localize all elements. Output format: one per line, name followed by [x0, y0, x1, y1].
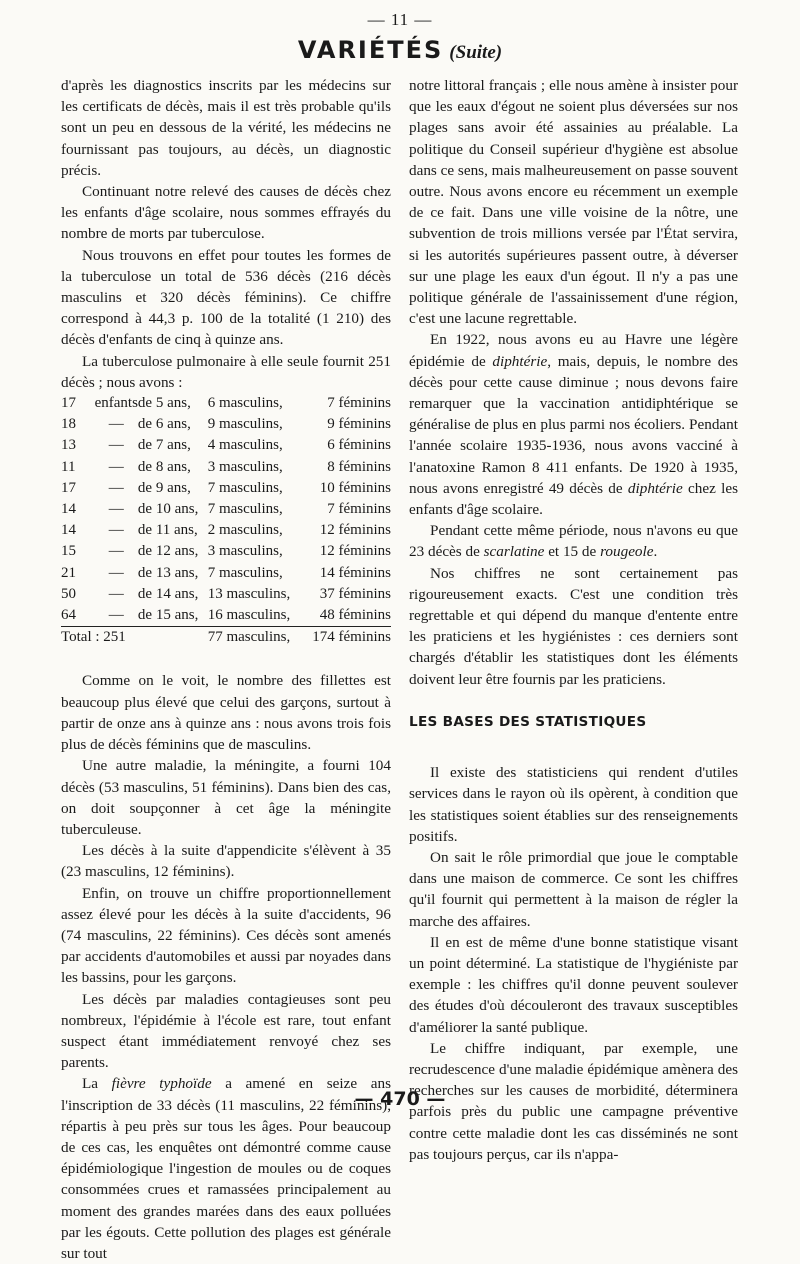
row-masculins: 6 masculins,	[207, 395, 283, 412]
row-feminins: 14 féminins	[319, 564, 391, 581]
paragraph: Nos chiffres ne sont certainement pas rigoureusement exacts. C'est une condition très regrettable et qui dépend du manque d'entente entre les praticiens et les hygiénistes : ces derniers sont chargés d'établir les statistiques dont les éléments doivent leur être fournis par les praticiens.	[409, 564, 738, 688]
row-age: de 13 ans,	[137, 564, 199, 581]
paragraph: On sait le rôle primordial que joue le comptable dans une maison de commerce. Ce sont les chiffres qu'il fournit qui permettent à la maison de régler la marche des affaires.	[409, 848, 738, 930]
section-heading: LES BASES DES STATISTIQUES	[409, 713, 647, 730]
row-age: de 11 ans,	[137, 522, 198, 539]
row-count: 17	[61, 395, 76, 412]
paragraph: Pendant cette même période, nous n'avons eu que 23 décès de scarlatine et 15 de rougeole.	[409, 522, 738, 561]
row-ditto: —	[108, 564, 124, 581]
page-number: — 470 —	[354, 1088, 446, 1110]
paragraph: Il existe des statisticiens qui rendent d'utiles services dans le rayon où ils opèrent, à condition que les statistiques soient établies sur des renseignements positifs.	[409, 764, 738, 845]
table-row	[61, 520, 391, 541]
italic-term: diphtérie	[492, 352, 548, 370]
table-row	[61, 541, 391, 562]
row-count: 64	[61, 605, 95, 627]
paragraph: La tuberculose pulmonaire à elle seule fournit 251 décès ; nous avons :	[61, 352, 391, 391]
row-ditto: —	[95, 605, 138, 627]
row-feminins: 7 féminins	[327, 395, 391, 412]
row-ditto: —	[108, 458, 124, 475]
row-count: 11	[61, 458, 76, 475]
paragraph: Les décès par maladies contagieuses sont peu nombreux, l'épidémie à l'école est rare, tout enfant suspect étant immédiatement renvoyé chez ses parents.	[61, 990, 391, 1072]
row-ditto: —	[108, 543, 124, 560]
row-ditto: —	[108, 522, 124, 539]
row-age: de 10 ans,	[137, 501, 199, 518]
table-row	[61, 393, 391, 414]
total-feminins: 174 féminins	[312, 629, 391, 646]
row-count: 15	[61, 543, 76, 560]
row-feminins: 37 féminins	[319, 585, 391, 602]
row-masculins: 3 masculins,	[207, 543, 283, 560]
row-masculins: 2 masculins,	[207, 522, 283, 539]
page-title: VARIÉTÉS	[297, 36, 444, 64]
row-feminins: 9 féminins	[327, 416, 391, 433]
row-age: de 9 ans,	[137, 479, 191, 496]
row-ditto: —	[108, 479, 124, 496]
table-row	[61, 457, 391, 478]
paragraph: Enfin, on trouve un chiffre proportionnellement assez élevé pour les décès à la suite d'accidents, 96 (74 masculins, 22 féminins). Ces décès sont amenés par accidents d'automobiles et aussi par noyades dans les bassins, pour les garçons.	[61, 884, 391, 987]
row-feminins: 48 féminins	[312, 605, 391, 627]
row-count: 21	[61, 564, 76, 581]
page-title-suite: (Suite)	[449, 42, 503, 63]
row-feminins: 10 féminins	[319, 479, 391, 496]
page-header	[0, 36, 800, 64]
row-count: 50	[61, 585, 76, 602]
paragraph: notre littoral français ; elle nous amène à insister pour que les eaux d'égout ne soient plus déversées sur nos plages sans avoir été assainies au préalable. La politique du Conseil supérieur d'hygiène est absolue dans ce sens, mais malheureusement on passe souvent outre. Nous avons encore eu récemment un exemple de ce fait. Dans une ville voisine de la nôtre, une subvention de trois millions versée par l'État servira, si les autorités supérieures passent outre, à déverser sur une plage les eaux d'un égout. Il n'y a pas une politique générale de l'assainissement d'une région, c'est une lacune regrettable.	[409, 77, 738, 328]
row-masculins: 7 masculins,	[207, 501, 283, 518]
row-count: 14	[61, 522, 76, 539]
row-age: de 14 ans,	[137, 585, 199, 602]
paragraph: La fièvre typhoïde a amené en seize ans l'inscription de 33 décès (11 masculins, 22 féminins), répartis à peu près sur tous les âges. Pour beaucoup de ces cas, les enquêtes ont démontré comme cause épidémiologique l'ingestion de moules ou de coques consommées crues et ramassées principalement au moment des grandes marées dans des eaux polluées par les égouts. Cette pollution des plages est générale sur tout	[61, 1075, 391, 1262]
row-feminins: 7 féminins	[327, 501, 391, 518]
row-masculins: 9 masculins,	[207, 416, 283, 433]
top-page-number: — 11 —	[367, 10, 433, 29]
tuberculosis-table	[61, 393, 391, 648]
table-row	[61, 605, 391, 627]
row-masculins: 16 masculins,	[208, 605, 313, 627]
row-ditto: —	[108, 416, 124, 433]
row-age: de 8 ans,	[137, 458, 191, 475]
row-age: de 5 ans,	[137, 395, 191, 412]
row-age: de 6 ans,	[137, 416, 191, 433]
row-masculins: 4 masculins,	[207, 437, 283, 454]
right-column	[409, 75, 738, 1165]
row-age: de 7 ans,	[137, 437, 191, 454]
table-row	[61, 584, 391, 605]
italic-term: diphtérie	[627, 479, 683, 497]
table-row	[61, 478, 391, 499]
table-row	[61, 414, 391, 435]
row-count: 13	[61, 437, 76, 454]
italic-term: scarlatine	[483, 543, 545, 561]
row-feminins: 8 féminins	[327, 458, 391, 475]
italic-term: fièvre typhoïde	[111, 1075, 212, 1093]
paragraph: Le chiffre indiquant, par exemple, une recrudescence d'une maladie épidémique amènera des recherches sur les causes de morbidité, déterminera parfois près du public une campagne préventive contre cette maladie dont les cas disséminés ne sont pas toujours perçus, car ils n'appa-	[409, 1039, 738, 1163]
paragraph: Continuant notre relevé des causes de décès chez les enfants d'âge scolaire, nous sommes effrayés du nombre de morts par tuberculose.	[61, 183, 391, 243]
row-age: de 12 ans,	[137, 543, 199, 560]
total-masculins: 77 masculins,	[207, 629, 291, 646]
row-masculins: 3 masculins,	[207, 458, 283, 475]
italic-term: rougeole	[600, 543, 654, 561]
row-masculins: 13 masculins,	[207, 585, 291, 602]
row-ditto: enfants	[94, 395, 138, 412]
paragraph: Nous trouvons en effet pour toutes les formes de la tuberculose un total de 536 décès (216 décès masculins et 320 décès féminins). Ce chiffre correspond à 44,3 p. 100 de la totalité (1 210) des décès d'enfants de cinq à quinze ans.	[61, 246, 391, 349]
left-column	[61, 75, 391, 1264]
table-row	[61, 563, 391, 584]
total-label: Total : 251	[61, 629, 126, 646]
row-count: 14	[61, 501, 76, 518]
row-count: 18	[61, 416, 76, 433]
paragraph: Les décès à la suite d'appendicite s'élèvent à 35 (23 masculins, 12 féminins).	[61, 842, 391, 881]
row-ditto: —	[108, 437, 124, 454]
row-feminins: 6 féminins	[327, 437, 391, 454]
table-row	[61, 499, 391, 520]
row-feminins: 12 féminins	[319, 522, 391, 539]
row-masculins: 7 masculins,	[207, 479, 283, 496]
paragraph: Il en est de même d'une bonne statistique visant un point déterminé. La statistique de l'hygiéniste par exemple : les chiffres qu'il donne peuvent soulever des études d'où découleront des travaux susceptibles d'améliorer la santé publique.	[409, 933, 738, 1036]
row-age: de 15 ans,	[138, 605, 208, 627]
table-row	[61, 435, 391, 456]
row-feminins: 12 féminins	[319, 543, 391, 560]
paragraph: Une autre maladie, la méningite, a fourni 104 décès (53 masculins, 51 féminins). Dans bien des cas, on doit soupçonner à cet âge la méningite tuberculeuse.	[61, 757, 391, 838]
paragraph: d'après les diagnostics inscrits par les médecins sur les certificats de décès, mais il est très probable qu'ils sont un peu en dessous de la vérité, les médecins ne fournissant pas toujours, au décès, un diagnostic précis.	[61, 77, 391, 179]
row-masculins: 7 masculins,	[207, 564, 283, 581]
row-count: 17	[61, 479, 76, 496]
paragraph: En 1922, nous avons eu au Havre une légère épidémie de diphtérie, mais, depuis, le nombre des décès pour cette cause diminue ; nous devons faire remarquer que la vaccination antidiphtérique se généralise de plus en plus parmi nos écoliers. Pendant l'année scolaire 1935-1936, nous avons vacciné à l'anatoxine Ramon 8 411 enfants. De 1920 à 1935, nous avons enregistré 49 décès de diphtérie chez les enfants d'âge scolaire.	[409, 331, 739, 519]
table-total-row	[61, 627, 391, 649]
row-ditto: —	[108, 501, 124, 518]
row-ditto: —	[108, 585, 124, 602]
paragraph: Comme on le voit, le nombre des fillettes est beaucoup plus élevé que celui des garçons, surtout à partir de onze ans à quinze ans : nous avons trois fois plus de décès féminins que de masculins.	[61, 672, 391, 754]
